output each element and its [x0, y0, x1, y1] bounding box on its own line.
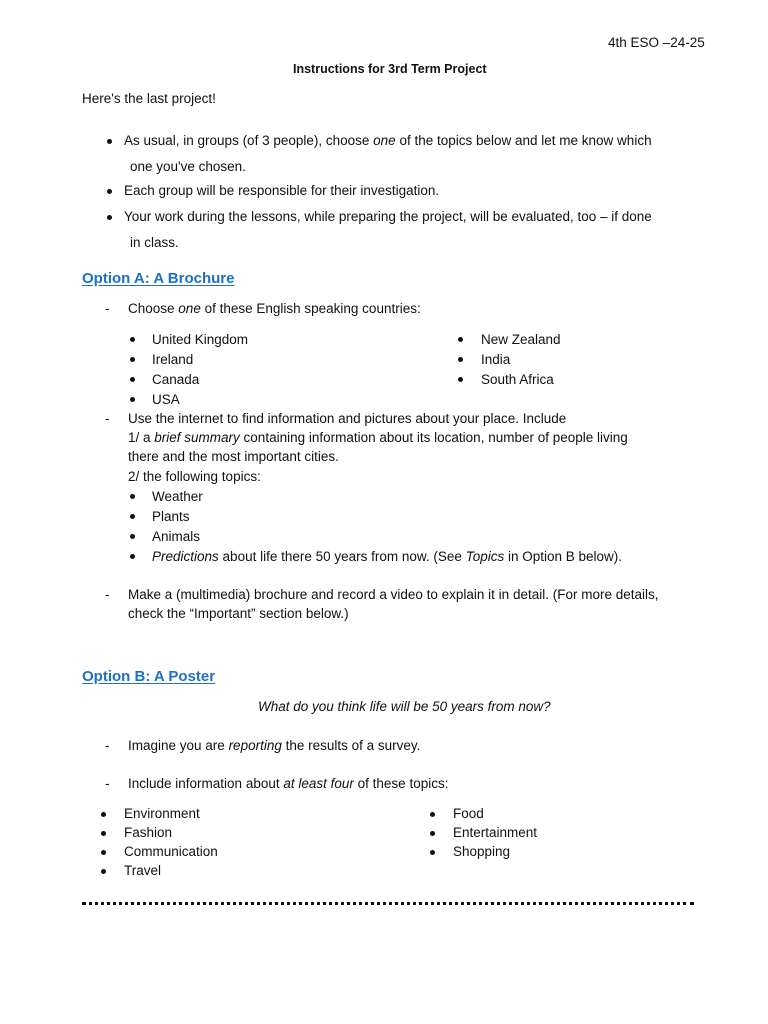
- survey-topic: Entertainment: [453, 825, 538, 840]
- survey-topic: Communication: [124, 844, 218, 859]
- option-b-imagine: Imagine you are reporting the results of a survey.: [128, 738, 421, 753]
- option-a-summary: 1/ a brief summary containing information about its location, number of people living: [128, 430, 628, 445]
- bullet-icon: [430, 850, 435, 855]
- bullet-icon: [101, 850, 106, 855]
- country-item: South Africa: [481, 372, 554, 387]
- option-a-summary-line2: there and the most important cities.: [128, 449, 339, 464]
- bullet-icon: [458, 337, 463, 342]
- option-a-topics-intro: 2/ the following topics:: [128, 469, 261, 484]
- survey-topic: Fashion: [124, 825, 173, 840]
- country-item: India: [481, 352, 511, 367]
- intro-text: Here's the last project!: [82, 91, 216, 106]
- option-b-heading: Option B: A Poster: [82, 668, 216, 685]
- bullet-icon: [430, 812, 435, 817]
- survey-topic: Food: [453, 806, 484, 821]
- general-bullet-3-line2: in class.: [130, 235, 179, 250]
- bullet-icon: [130, 337, 135, 342]
- bullet-icon: [107, 215, 112, 220]
- bullet-icon: [101, 831, 106, 836]
- bullet-icon: [458, 357, 463, 362]
- country-item: New Zealand: [481, 332, 561, 347]
- bullet-icon: [130, 397, 135, 402]
- general-bullet-3: Your work during the lessons, while preparing the project, will be evaluated, too – if done: [124, 209, 652, 224]
- dash-icon: -: [105, 301, 110, 316]
- bullet-icon: [130, 494, 135, 499]
- bullet-icon: [101, 812, 106, 817]
- option-a-choose: Choose one of these English speaking countries:: [128, 301, 421, 316]
- country-item: Canada: [152, 372, 200, 387]
- country-item: USA: [152, 392, 180, 407]
- survey-topic: Travel: [124, 863, 162, 878]
- section-divider: [82, 902, 694, 905]
- option-a-heading: Option A: A Brochure: [82, 270, 235, 287]
- dash-icon: -: [105, 776, 110, 791]
- class-label: 4th ESO –24-25: [608, 35, 705, 50]
- bullet-icon: [130, 554, 135, 559]
- bullet-icon: [458, 377, 463, 382]
- dash-icon: -: [105, 587, 110, 602]
- general-bullet-1-line2: one you've chosen.: [130, 159, 246, 174]
- bullet-icon: [430, 831, 435, 836]
- survey-topic: Shopping: [453, 844, 511, 859]
- dash-icon: -: [105, 738, 110, 753]
- topic-item: Weather: [152, 489, 203, 504]
- option-b-question: What do you think life will be 50 years from now?: [258, 699, 551, 714]
- bullet-icon: [130, 534, 135, 539]
- topic-item-predictions: Predictions about life there 50 years from now. (See Topics in Option B below).: [152, 549, 623, 564]
- country-item: Ireland: [152, 352, 194, 367]
- dash-icon: -: [105, 411, 110, 426]
- bullet-icon: [101, 869, 106, 874]
- option-a-internet: Use the internet to find information and pictures about your place. Include: [128, 411, 567, 426]
- option-a-make-line2: check the “Important” section below.): [128, 606, 349, 621]
- bullet-icon: [107, 139, 112, 144]
- bullet-icon: [130, 357, 135, 362]
- topic-item: Plants: [152, 509, 190, 524]
- bullet-icon: [107, 189, 112, 194]
- country-item: United Kingdom: [152, 332, 249, 347]
- option-a-make: Make a (multimedia) brochure and record a video to explain it in detail. (For more details,: [128, 587, 659, 602]
- topic-item: Animals: [152, 529, 201, 544]
- option-b-include: Include information about at least four of these topics:: [128, 776, 449, 791]
- page-title: Instructions for 3rd Term Project: [293, 62, 487, 76]
- bullet-icon: [130, 377, 135, 382]
- bullet-icon: [130, 514, 135, 519]
- general-bullet-1: As usual, in groups (of 3 people), choose one of the topics below and let me know which: [124, 133, 652, 148]
- survey-topic: Environment: [124, 806, 200, 821]
- general-bullet-2: Each group will be responsible for their investigation.: [124, 183, 440, 198]
